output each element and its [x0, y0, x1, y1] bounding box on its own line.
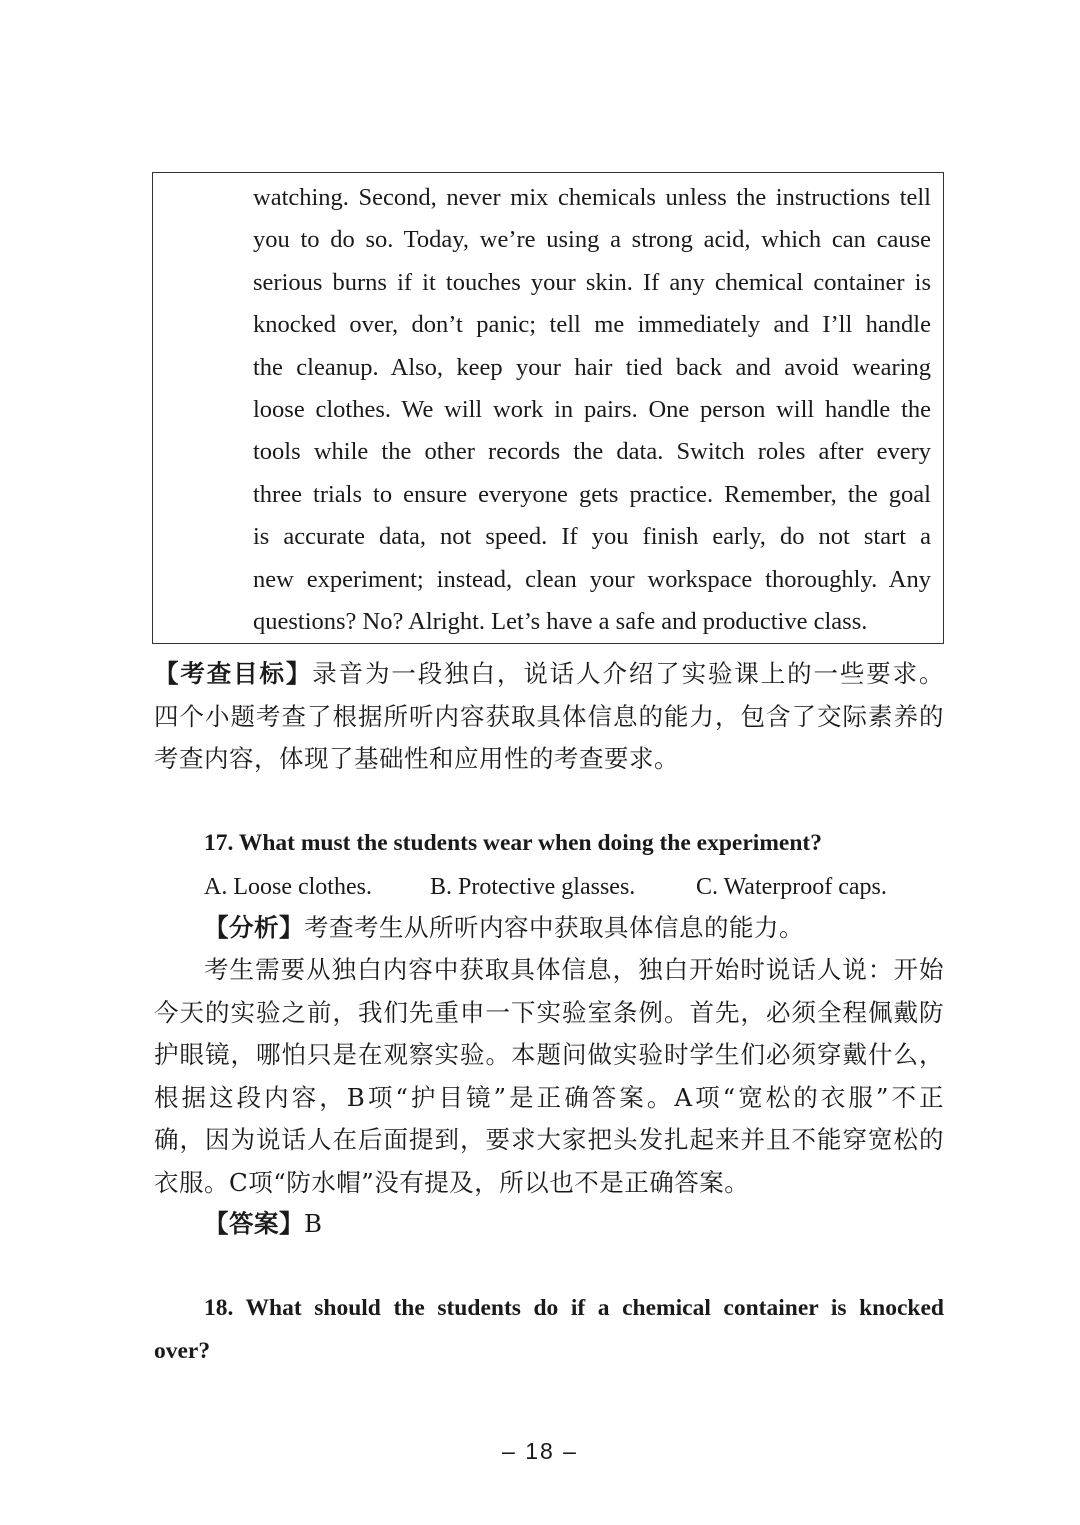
analysis-text: 考查考生从所听内容中获取具体信息的能力。	[304, 913, 804, 942]
transcript-line: the cleanup. Also, keep your hair tied back and avoid wearing	[253, 353, 931, 381]
transcript-line: questions? No? Alright. Let’s have a safe and productive class.	[253, 608, 868, 636]
page-number: – 18 –	[502, 1438, 578, 1464]
objective-line: 四个小题考查了根据所听内容获取具体信息的能力，包含了交际素养的	[154, 701, 944, 731]
option-b: B. Protective glasses.	[430, 874, 636, 900]
explanation-line: 根据这段内容，B项“护目镜”是正确答案。A项“宽松的衣服”不正	[154, 1082, 944, 1112]
explanation-line: 考生需要从独白内容中获取具体信息，独白开始时说话人说：开始	[204, 955, 944, 984]
transcript-line: watching. Second, never mix chemicals unless the instructions tell	[253, 184, 931, 211]
question-17-options	[204, 866, 887, 908]
transcript-text	[253, 177, 931, 643]
answer-value: B	[304, 1209, 323, 1238]
transcript-line: you to do so. Today, we’re using a strong acid, which can cause	[253, 226, 931, 254]
transcript-line: is accurate data, not speed. If you finish early, do not start a	[253, 523, 931, 551]
transcript-line: new experiment; instead, clean your workspace thoroughly. Any	[253, 565, 931, 593]
analysis-label: 【分析】	[204, 913, 304, 942]
question-18-line1: 18. What should the students do if a chemical container is knocked	[204, 1295, 944, 1321]
option-c: C. Waterproof caps.	[696, 874, 887, 900]
objective-line: 考查内容，体现了基础性和应用性的考查要求。	[154, 744, 679, 773]
transcript-line: loose clothes. We will work in pairs. One person will handle the	[253, 396, 931, 424]
transcript-line: three trials to ensure everyone gets practice. Remember, the goal	[253, 480, 931, 508]
explanation-line: 确，因为说话人在后面提到，要求大家把头发扎起来并且不能穿宽松的	[154, 1125, 944, 1154]
explanation-line: 今天的实验之前，我们先重申一下实验室条例。首先，必须全程佩戴防	[154, 997, 944, 1027]
explanation-line: 衣服。C项“防水帽”没有提及，所以也不是正确答案。	[154, 1167, 750, 1197]
explanation-section	[154, 949, 944, 1204]
question-17: 17. What must the students wear when doing the experiment?	[204, 830, 822, 856]
analysis-line	[204, 907, 944, 950]
answer-section	[204, 1203, 944, 1246]
option-a: A. Loose clothes.	[204, 874, 372, 900]
answer-line	[204, 1203, 944, 1246]
objective-section	[154, 653, 944, 781]
question-18-line2: over?	[154, 1338, 211, 1364]
transcript-box	[152, 172, 944, 644]
transcript-line: serious burns if it touches your skin. If any chemical container is	[253, 268, 931, 296]
answer-label: 【答案】	[204, 1209, 304, 1238]
analysis-section	[204, 907, 944, 950]
objective-text: 录音为一段独白，说话人介绍了实验课上的一些要求。	[312, 659, 945, 688]
objective-label: 【考查目标】	[154, 659, 313, 688]
transcript-line: knocked over, don’t panic; tell me immediately and I’ll handle	[253, 311, 931, 339]
explanation-line: 护眼镜，哪怕只是在观察实验。本题问做实验时学生们必须穿戴什么，	[154, 1040, 944, 1069]
transcript-line: tools while the other records the data. Switch roles after every	[253, 438, 931, 466]
objective-line	[154, 653, 944, 696]
